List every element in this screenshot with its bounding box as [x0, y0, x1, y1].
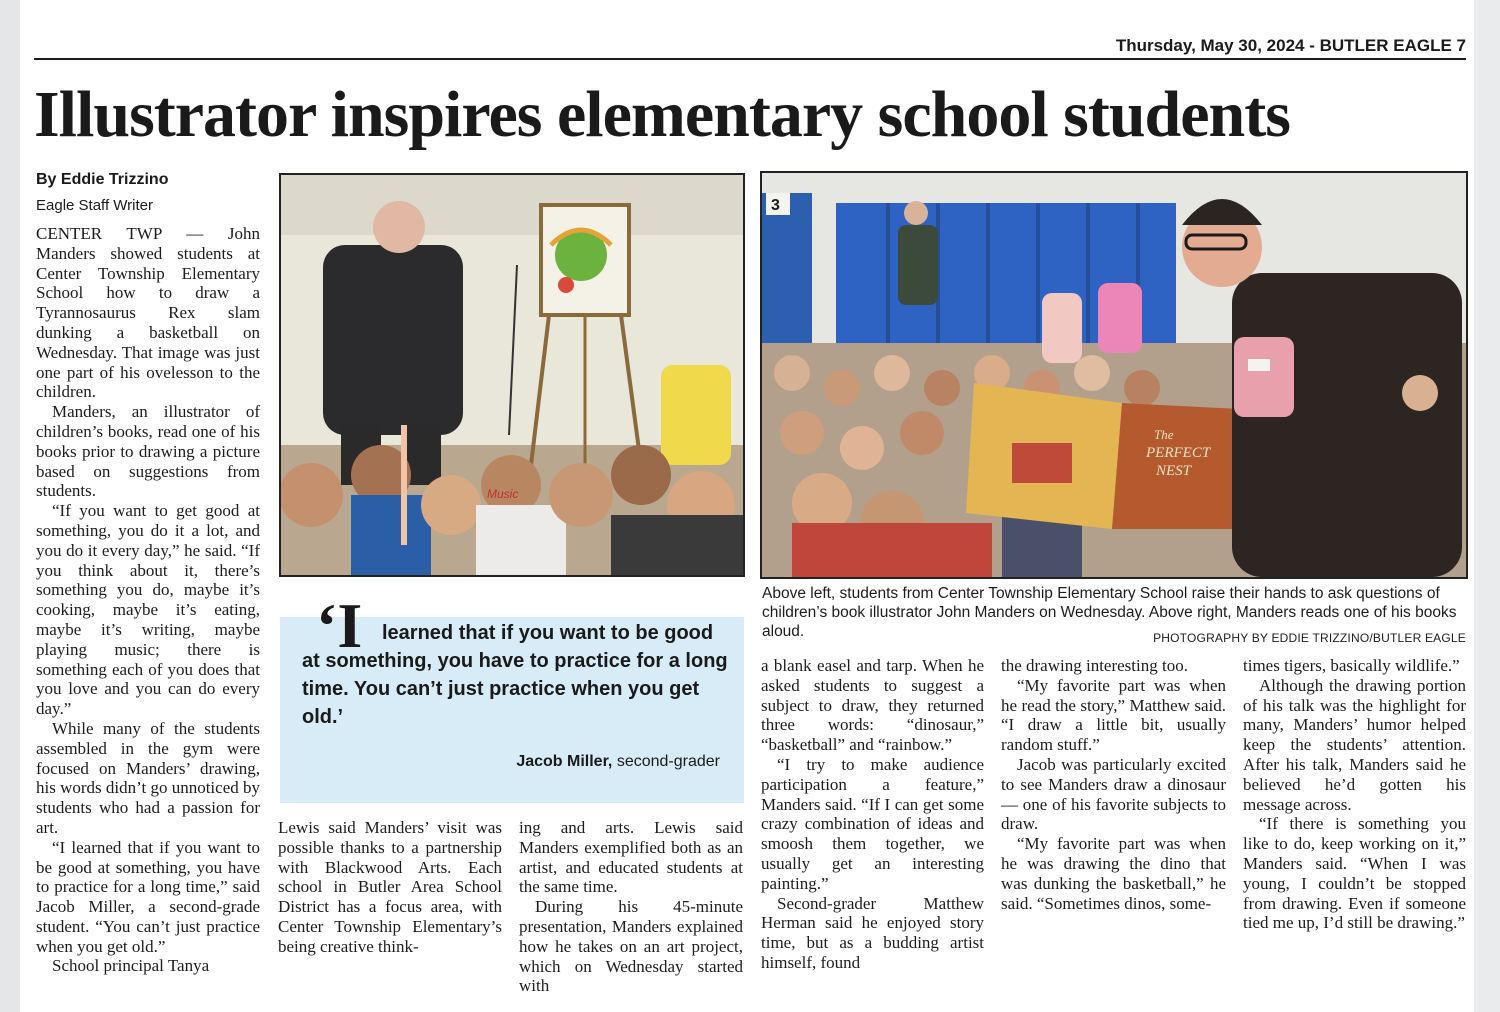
pull-quote-attribution [516, 753, 720, 771]
pull-quote [280, 590, 744, 803]
paragraph: “I try to make audience participation a feature,” Manders said. “If I can get some crazy combination of ideas and smoosh them together, we usually get an interesting painting.” [761, 754, 984, 893]
pull-quote-text: learned that if you want to be good at something, you have to practice for a long time. You can’t just practice when you get old.’ [302, 622, 728, 728]
text-column-1 [36, 224, 260, 976]
book-title-line-3: NEST [1156, 463, 1192, 479]
book-title-line-2: PERFECT [1146, 445, 1211, 461]
paragraph: ing and arts. Lewis said Manders exemplified both as an artist, and educated students at the same time. [519, 818, 743, 897]
photo-illustrator-with-students-image [281, 175, 743, 575]
photo-caption: Above left, students from Center Township Elementary School raise their hands to ask questions of children’s book illustrator John Manders on Wednesday. Above right, Manders reads one of his books aloud. [762, 585, 1457, 640]
right-photo-door-number: 3 [771, 197, 780, 214]
left-photo-shirt-label: Music [487, 487, 519, 501]
text-column-4 [761, 656, 984, 973]
paragraph: “My favorite part was when he read the story,” Matthew said. “I draw a little bit, usually random stuff.” [1001, 675, 1226, 755]
paragraph: times tigers, basically wildlife.” [1243, 656, 1460, 675]
pull-quote-drop-mark: ‘I [316, 590, 363, 661]
text-column-6 [1243, 656, 1466, 933]
page-edge-right [1474, 0, 1500, 1012]
paragraph: a blank easel and tarp. When he asked students to suggest a subject to draw, they returned three words: “dinosaur,” “basketball” and “rainbow.” [761, 656, 984, 755]
text-column-5 [1001, 656, 1226, 913]
photo-illustrator-reading-book-image [762, 173, 1466, 577]
paragraph: Although the drawing portion of his talk was the highlight for many, Manders’ humor helped keep the students’ attention. After his talk, Manders said he believed he’d gotten his message across. [1243, 675, 1466, 814]
folio-rule [34, 58, 1466, 60]
pull-quote-name: Jacob Miller, [516, 753, 613, 770]
paragraph: While many of the students assembled in the gym were focused on Manders’ drawing, his words didn’t go unnoticed by students who had a passion for art. [36, 718, 260, 837]
book-title-line-1: The [1154, 427, 1174, 442]
article-headline: Illustrator inspires elementary school students [34, 78, 1290, 151]
page-folio: Thursday, May 30, 2024 - BUTLER EAGLE 7 [1115, 36, 1466, 55]
photo-illustrator-reading-book [760, 171, 1468, 579]
page-edge-left [0, 0, 20, 1012]
paragraph: Second-grader Matthew Herman said he enjoyed story time, but as a budding artist himself, found [761, 893, 984, 972]
staff-title: Eagle Staff Writer [36, 197, 153, 214]
paragraph: “I learned that if you want to be good at something, you have to practice for a long time,” said Jacob Miller, a second-grade student. “You can’t just practice when you get old.” [36, 837, 260, 956]
paragraph: the drawing interesting too. [1001, 656, 1188, 675]
paragraph: “If there is something you like to do, keep working on it,” Manders said. “When I was young, I couldn’t be stopped from drawing. Even if someone tied me up, I’d still be drawing.” [1243, 814, 1466, 933]
text-column-2 [278, 818, 502, 957]
paragraph: Lewis said Manders’ visit was possible thanks to a partnership with Blackwood Arts. Each school in Butler Area School District has a focus area, with Center Township Elementary’s being creative think- [278, 818, 502, 956]
paragraph: “My favorite part was when he was drawing the dino that was dunking the basketball,” he said. “Sometimes dinos, some- [1001, 834, 1226, 913]
paragraph: CENTER TWP — John Manders showed students at Center Township Elementary School how to draw a Tyrannosaurus Rex slam dunking a basketball on Wednesday. That image was just one part of his ovelesson to the children. [36, 224, 260, 402]
paragraph: School principal Tanya [52, 956, 210, 976]
byline: By Eddie Trizzino [36, 171, 169, 188]
photo-credit: PHOTOGRAPHY BY EDDIE TRIZZINO/BUTLER EAGLE [1153, 631, 1466, 645]
paragraph: During his 45-minute presentation, Manders explained how he takes on an art project, which on Wednesday started with [519, 897, 743, 996]
text-column-3 [519, 818, 743, 996]
paragraph: Manders, an illustrator of children’s books, read one of his books prior to drawing a picture based on suggestions from students. [36, 402, 260, 501]
paragraph: “If you want to get good at something, you do it a lot, and you do it every day,” he said. “If you think about it, there’s something you do, maybe it’s cooking, maybe it’s eating, maybe it’s writing, maybe playing music; there is something each of you does that you love and you can do every day.” [36, 501, 260, 719]
photo-illustrator-with-students [279, 173, 745, 577]
pull-quote-role: second-grader [616, 753, 720, 770]
paragraph: Jacob was particularly excited to see Manders draw a dinosaur — one of his favorite subjects to draw. [1001, 754, 1226, 834]
